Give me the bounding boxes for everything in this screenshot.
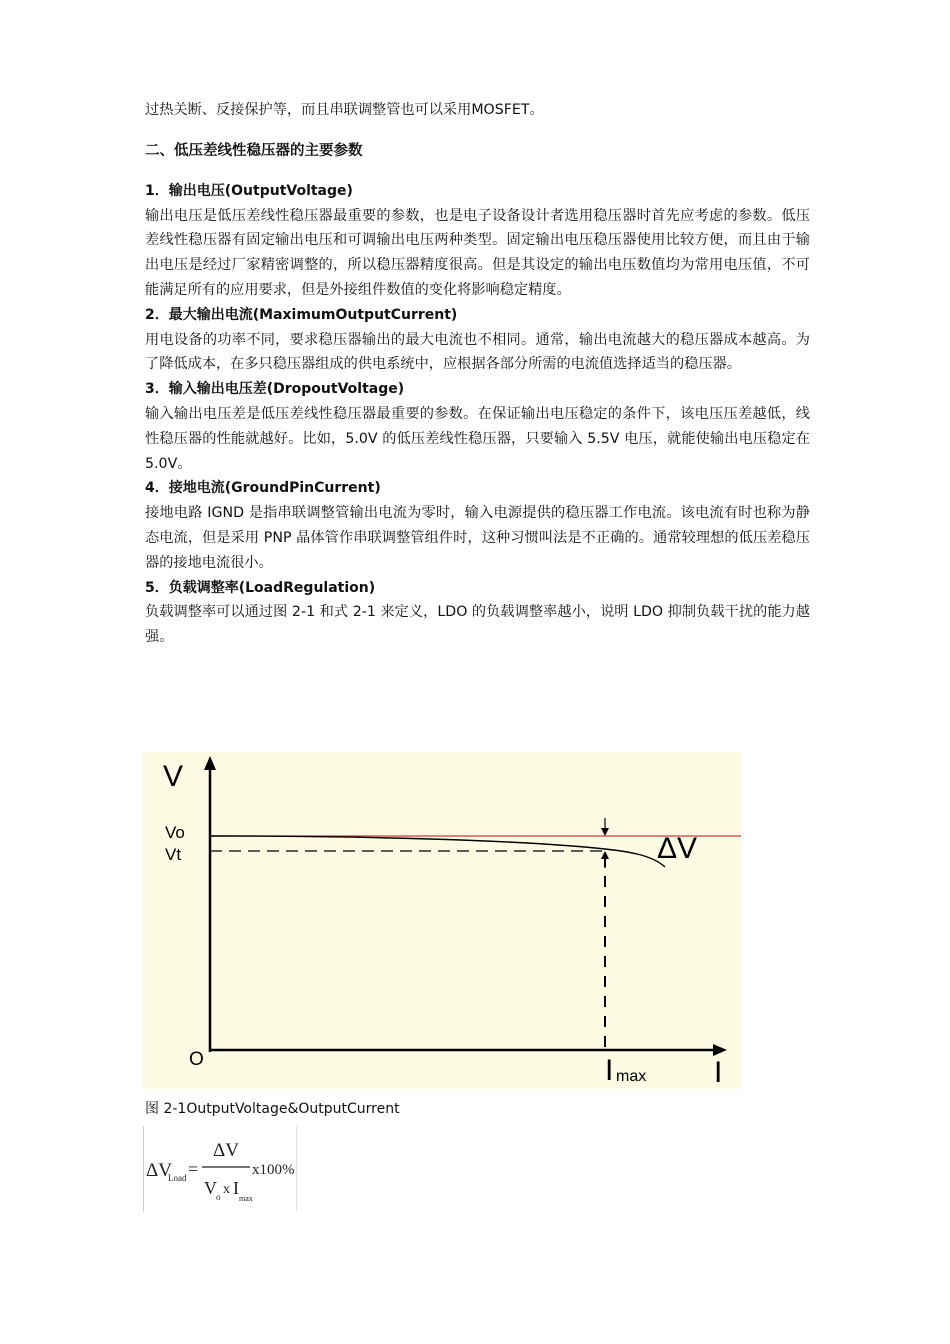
formula-svg — [144, 1126, 296, 1212]
formula-den-i: I — [233, 1178, 239, 1198]
x-axis-label: I — [714, 1056, 723, 1089]
item-body: 用电设备的功率不同，要求稳压器输出的最大电流也不相同。通常，输出电流越大的稳压器成本越高。为了降低成本，在多只稳压器组成的供电系统中，应根据各部分所需的电流值选择适当的稳压器。 — [145, 331, 810, 373]
vo-label: Vo — [165, 823, 185, 842]
intro-paragraph: 过热关断、反接保护等，而且串联调整管也可以采用MOSFET。 — [145, 102, 544, 118]
imax-subscript: max — [616, 1068, 647, 1085]
formula-den-v-sub: o — [216, 1192, 221, 1202]
item-body: 接地电路 IGND 是指串联调整管输出电流为零时，输入电源提供的稳压器工作电流。该电流有时也称为静态电流，但是采用 PNP 晶体管作串联调整管组件时，这种习惯叫法是不正确的。通常较理想的低压差稳压器的接地电流很小。 — [145, 505, 810, 571]
delta-v-label: ΔV — [657, 832, 698, 865]
formula-lhs-subscript: Load — [168, 1173, 187, 1183]
formula-den-times: x — [223, 1182, 230, 1197]
item-body: 负载调整率可以通过图 2-1 和式 2-1 来定义，LDO 的负载调整率越小，说明 LDO 抑制负载干扰的能力越强。 — [145, 604, 810, 646]
formula-lhs: ΔV — [146, 1160, 172, 1181]
item-4 — [145, 476, 810, 575]
load-regulation-formula — [143, 1126, 297, 1212]
item-body: 输入输出电压差是低压差线性稳压器最重要的参数。在保证输出电压稳定的条件下，该电压压差越低，线性稳压器的性能就越好。比如，5.0V 的低压差线性稳压器，只要输入 5.5V 电压，就能使输出电压稳定在 5.0V。 — [145, 405, 810, 472]
imax-label: I — [605, 1054, 614, 1087]
item-body: 输出电压是低压差线性稳压器最重要的参数，也是电子设备设计者选用稳压器时首先应考虑的参数。低压差线性稳压器有固定输出电压和可调输出电压两种类型。固定输出电压稳压器使用比较方便，而且由于输出电压是经过厂家精密调整的，所以稳压器精度很高。但是其设定的输出电压数值均为常用电压值，不可能满足所有的应用要求，但是外接组件数值的变化将影响稳定精度。 — [145, 207, 810, 298]
y-axis-label: V — [163, 760, 184, 793]
item-3 — [145, 377, 810, 476]
origin-label: O — [189, 1049, 204, 1070]
item-heading: 2．最大输出电流(MaximumOutputCurrent) — [145, 306, 458, 323]
formula-equals: = — [188, 1159, 199, 1179]
load-regulation-figure — [143, 752, 741, 1089]
figure-svg — [143, 752, 741, 1089]
formula-numerator: ΔV — [213, 1140, 239, 1161]
figure-background — [143, 752, 741, 1089]
item-heading: 1．输出电压(OutputVoltage) — [145, 182, 353, 199]
item-2 — [145, 303, 810, 377]
formula-den-v: V — [204, 1178, 217, 1198]
item-heading: 4．接地电流(GroundPinCurrent) — [145, 480, 381, 497]
formula-rhs: x100% — [252, 1162, 295, 1178]
section-title: 二、低压差线性稳压器的主要参数 — [145, 142, 363, 159]
item-5 — [145, 576, 810, 650]
item-heading: 3．输入输出电压差(DropoutVoltage) — [145, 381, 405, 398]
item-heading: 5．负载调整率(LoadRegulation) — [145, 579, 376, 596]
figure-caption: 图 2-1OutputVoltage&OutputCurrent — [145, 1101, 400, 1117]
item-1 — [145, 179, 810, 303]
document-body — [145, 98, 810, 650]
vt-label: Vt — [165, 845, 182, 864]
formula-den-i-sub: max — [239, 1194, 253, 1203]
